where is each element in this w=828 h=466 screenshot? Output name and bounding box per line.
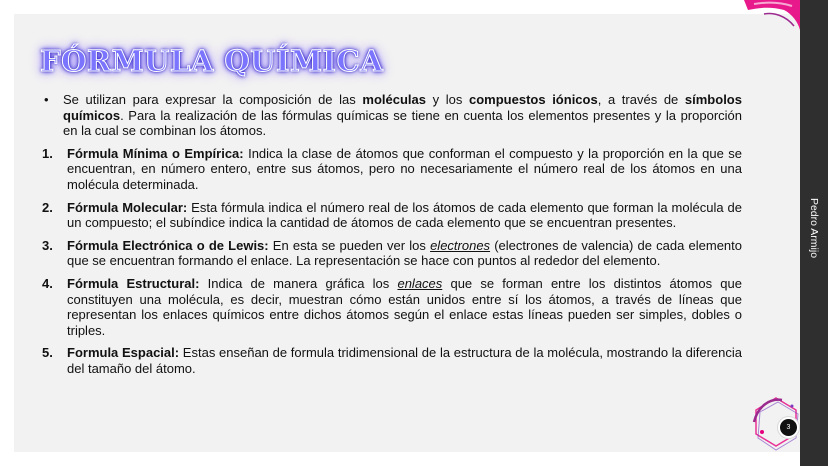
item-text: Esta fórmula indica el número real de los átomos de cada elemento que forman la molécula de un compuesto; el subíndice indica la cantidad de átomos de cada elemento que se encuentran presentes.	[67, 199, 742, 231]
list-item	[42, 146, 742, 193]
item-term: Fórmula Electrónica o de Lewis:	[67, 237, 269, 253]
bullet-glyph: •	[44, 92, 49, 107]
decorative-corner-top	[744, 0, 800, 46]
page-number-badge: 3	[780, 419, 797, 436]
list-item: 3. Fórmula Electrónica o de Lewis: En esta se pueden ver los electrones (electrones de valencia) de cada elemento que se encuentran formando el enlace. La representación se hace con puntos al rededor del elemento.	[42, 237, 743, 269]
author-label	[800, 188, 828, 268]
item-term: Fórmula Estructural:	[67, 275, 200, 291]
item-number: 3.	[42, 237, 53, 253]
electrones-link[interactable]: electrones	[430, 237, 491, 253]
item-number: 4.	[42, 275, 53, 291]
enlaces-link[interactable]: enlaces	[397, 275, 443, 291]
item-term: Fórmula Molecular:	[67, 199, 188, 215]
item-text: Indica la clase de átomos que conforman el compuesto y la proporción en la que se encuentran, en número entero, entre sus átomos, pero no necesariamente el número real de los átomos en una molécula determinada.	[67, 145, 742, 192]
list-item	[42, 200, 742, 231]
intro-paragraph: • Se utilizan para expresar la composición de las moléculas y los compuestos iónicos, a través de símbolos químicos. Para la realización de las fórmulas químicas se tiene en cuenta los elementos presentes y la proporción en la cual se combinan los átomos.	[44, 92, 742, 139]
list-item: 4. Fórmula Estructural: Indica de manera gráfica los enlaces que se forman entre los distintos átomos que constituyen una molécula, es decir, muestran cómo están unidos entre sí los átomos, a través de líneas que representan los enlaces químicos entre dichos átomos según el enlace estas líneas pueden ser simples, dobles o triples.	[42, 275, 742, 338]
slide-title: FÓRMULA QUÍMICA	[40, 44, 384, 78]
item-term: Formula Espacial:	[67, 345, 180, 361]
author-name: Pedro Armijo	[808, 197, 821, 259]
item-number: 1.	[42, 145, 53, 161]
item-number: 2.	[42, 199, 53, 215]
item-term: Fórmula Mínima o Empírica:	[67, 145, 244, 161]
list-item	[42, 345, 742, 376]
item-number: 5.	[42, 345, 53, 361]
item-text: Estas enseñan de formula tridimensional de la estructura de la molécula, mostrando la diferencia del tamaño del átomo.	[67, 345, 742, 376]
slide-body	[42, 92, 742, 384]
